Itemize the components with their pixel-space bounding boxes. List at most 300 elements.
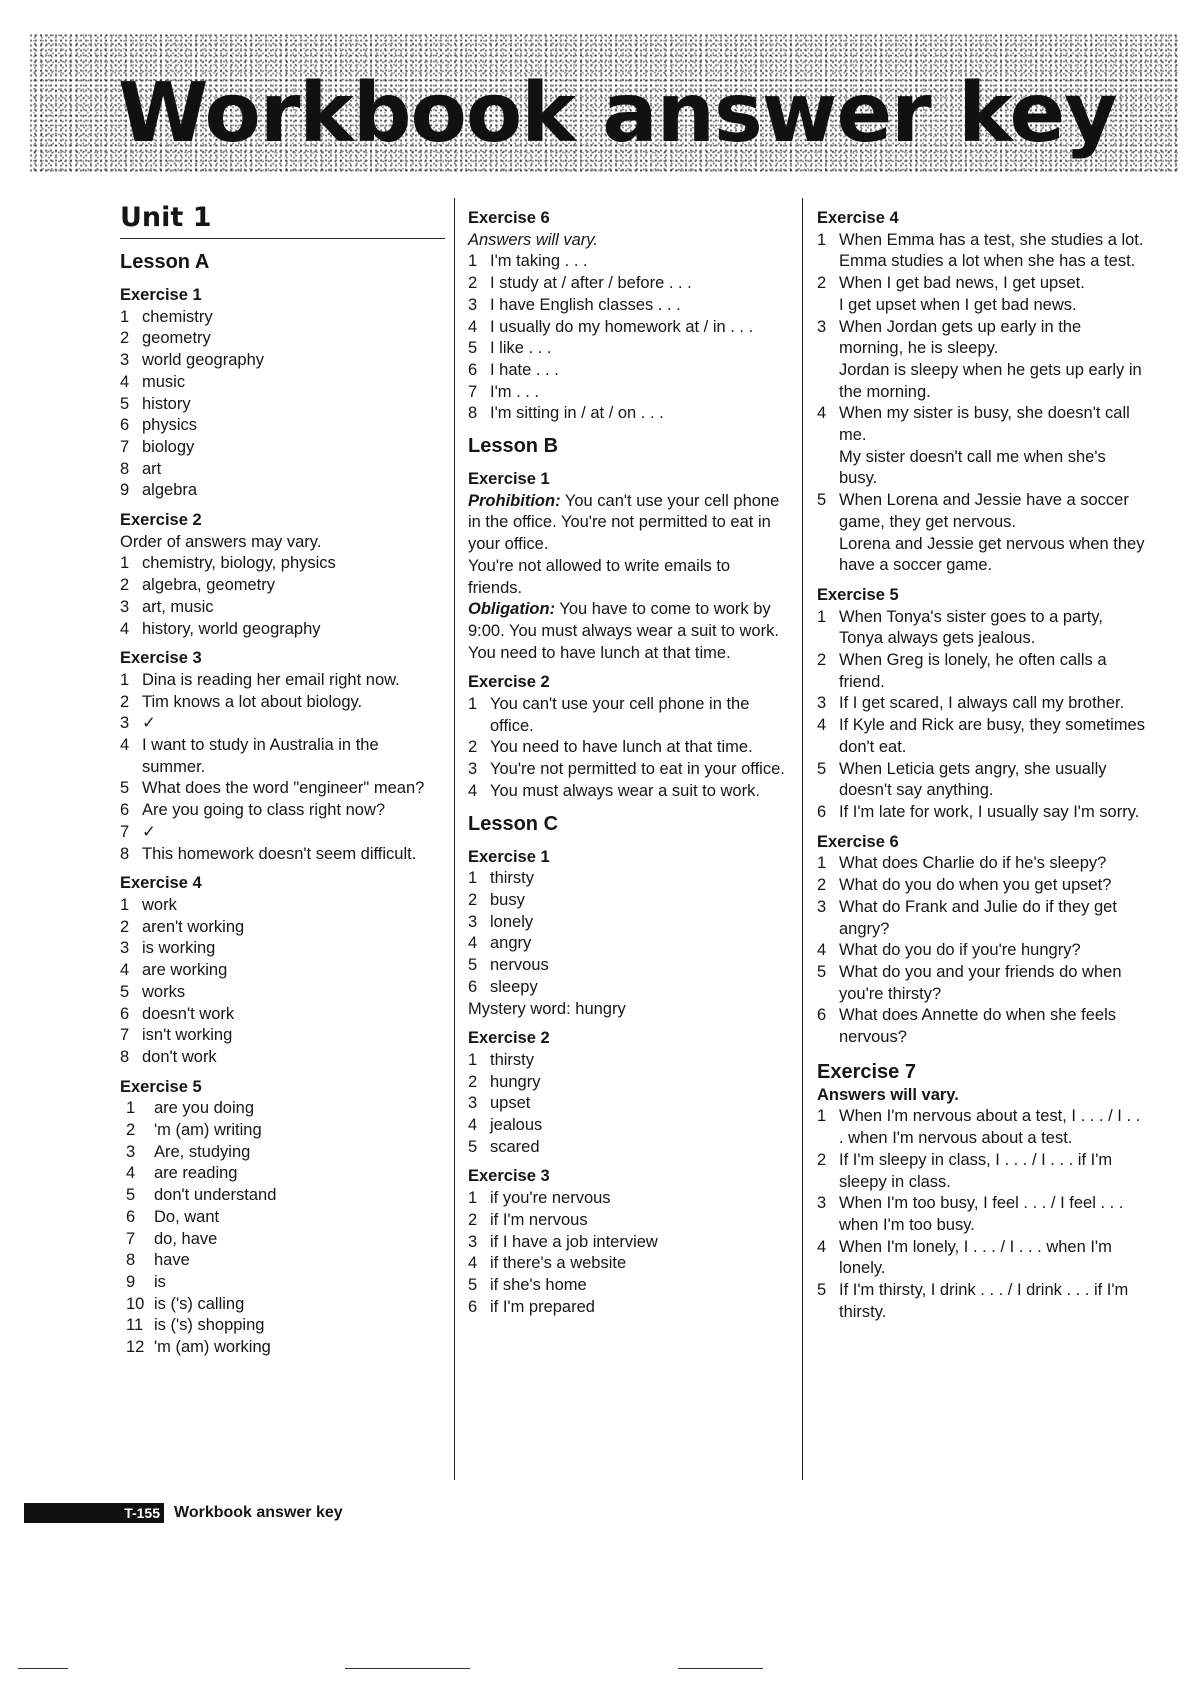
item-number: 2 (120, 692, 130, 711)
answer-item (120, 372, 445, 394)
item-text: Do, want (154, 1207, 220, 1226)
item-number: 6 (120, 801, 130, 820)
item-number: 5 (817, 491, 827, 510)
item-text: nervous (490, 956, 549, 975)
exercise-heading: Exercise 2 (120, 511, 202, 530)
item-text: Dina is reading her email right now. (142, 670, 400, 689)
item-number: 3 (468, 760, 478, 779)
answers-note: Answers will vary. (817, 1085, 959, 1104)
item-text: upset (490, 1094, 531, 1113)
column-content (817, 208, 1147, 1323)
page-footer (24, 1502, 343, 1524)
item-text: If I'm sleepy in class, I . . . / I . . . if I'm sleepy in class. (839, 1150, 1113, 1191)
answer-item (817, 1237, 1147, 1280)
item-number: 2 (120, 576, 130, 595)
item-number: 3 (120, 597, 130, 616)
answer-item (120, 938, 445, 960)
item-text: chemistry (142, 307, 213, 326)
item-text: are reading (154, 1164, 238, 1183)
item-number: 6 (817, 802, 827, 821)
exercise-heading: Exercise 2 (468, 1029, 550, 1048)
answer-item (120, 553, 445, 575)
answer-item (817, 273, 1147, 295)
answer-item (120, 415, 445, 437)
answer-item (120, 619, 445, 641)
item-number: 1 (120, 554, 130, 573)
answer-item (468, 317, 788, 339)
item-number: 3 (468, 1094, 478, 1113)
item-number: 3 (817, 1194, 827, 1213)
answer-item (120, 437, 445, 459)
answer-category-label: Obligation: (468, 600, 556, 619)
answer-item (817, 940, 1147, 962)
answer-item (817, 802, 1147, 824)
answer-item (468, 977, 788, 999)
item-text: lonely (490, 912, 534, 931)
item-text: What do Frank and Julie do if they get angry? (839, 897, 1117, 938)
item-number: 1 (468, 1050, 478, 1069)
answer-item (468, 251, 788, 273)
item-number: 4 (817, 1237, 827, 1256)
answer-item (120, 1025, 445, 1047)
answer-column-1 (120, 200, 445, 1359)
item-text: You need to have lunch at that time. (490, 738, 753, 757)
item-number: 4 (120, 619, 130, 638)
answer-item (468, 1115, 788, 1137)
item-number: 11 (126, 1316, 144, 1335)
answer-item (468, 1253, 788, 1275)
item-number: 5 (120, 394, 130, 413)
item-number: 5 (120, 779, 130, 798)
item-number: 1 (817, 854, 827, 873)
answer-item (468, 1137, 788, 1159)
item-text: If I'm thirsty, I drink . . . / I drink . . . if I'm thirsty. (839, 1281, 1129, 1321)
item-text: You're not permitted to eat in your office. (490, 760, 785, 779)
answer-item (120, 1163, 445, 1185)
item-text: geometry (142, 329, 211, 348)
item-text: isn't working (142, 1026, 233, 1045)
scan-mark (18, 1668, 68, 1669)
answer-column-2 (468, 200, 788, 1318)
answer-paragraph (468, 491, 788, 556)
item-text: is ('s) shopping (154, 1316, 265, 1335)
item-text: hungry (490, 1072, 541, 1091)
item-number: 5 (468, 339, 478, 358)
item-text: What does the word "engineer" mean? (142, 779, 425, 798)
answer-item (817, 715, 1147, 758)
exercise-heading: Exercise 1 (468, 847, 550, 866)
item-number: 4 (468, 781, 478, 800)
item-number: 6 (468, 360, 478, 379)
item-text: If I'm late for work, I usually say I'm sorry. (839, 802, 1140, 821)
item-number: 4 (120, 372, 130, 391)
answer-item (120, 800, 445, 822)
item-text: What does Annette do when she feels nervous? (839, 1006, 1117, 1047)
lesson-heading: Lesson C (468, 812, 559, 835)
answer-item (120, 1229, 445, 1251)
item-indent (817, 251, 839, 273)
footer-bar (24, 1503, 164, 1523)
answer-item (120, 1207, 445, 1229)
answer-item (468, 868, 788, 890)
item-text: I'm taking . . . (490, 252, 588, 271)
answer-item (120, 713, 445, 735)
item-number: 5 (126, 1186, 136, 1205)
answer-item (817, 1005, 1147, 1048)
item-text: What do you do when you get upset? (839, 876, 1112, 895)
answer-item (817, 897, 1147, 940)
item-number: 3 (468, 1232, 478, 1251)
item-text: world geography (142, 351, 264, 370)
item-number: 10 (126, 1294, 145, 1313)
scan-mark (678, 1668, 763, 1669)
item-number: 1 (817, 1107, 827, 1126)
footer-label: Workbook answer key (174, 1504, 343, 1521)
answer-item (468, 338, 788, 360)
item-number: 12 (126, 1338, 145, 1357)
item-number: 1 (120, 895, 130, 914)
item-text: I'm . . . (490, 382, 539, 401)
answer-item (120, 1098, 445, 1120)
item-number: 7 (126, 1229, 136, 1248)
answer-item (468, 737, 788, 759)
answer-item (120, 692, 445, 714)
item-text: history, world geography (142, 619, 321, 638)
answer-item (120, 1120, 445, 1142)
answer-item (817, 1106, 1147, 1149)
item-number: 6 (468, 977, 478, 996)
item-text: doesn't work (142, 1004, 235, 1023)
answer-item (120, 1250, 445, 1272)
item-number: 6 (126, 1207, 136, 1226)
answer-column-3 (817, 200, 1147, 1323)
exercise-heading: Exercise 3 (120, 649, 202, 668)
item-number: 3 (817, 897, 827, 916)
item-number: 2 (468, 738, 478, 757)
item-text: works (142, 982, 186, 1001)
answer-item (817, 1193, 1147, 1236)
exercise-heading: Exercise 4 (817, 209, 899, 227)
answer-item (468, 1275, 788, 1297)
item-text: If Kyle and Rick are busy, they sometimes don't eat. (839, 716, 1145, 756)
item-text: Lorena and Jessie get nervous when they have a soccer game. (839, 534, 1145, 575)
answer-item (468, 1232, 788, 1254)
answer-item (468, 955, 788, 977)
item-text: 'm (am) working (154, 1338, 271, 1357)
item-number: 2 (126, 1121, 136, 1140)
lesson-heading: Lesson A (120, 251, 210, 273)
answer-item (468, 360, 788, 382)
answer-item-alternate (817, 295, 1147, 317)
item-text: What does Charlie do if he's sleepy? (839, 854, 1107, 873)
item-text: Tim knows a lot about biology. (142, 692, 363, 711)
item-text: is (154, 1272, 166, 1291)
answer-item (468, 382, 788, 404)
item-text: When Leticia gets angry, she usually doesn't say anything. (839, 759, 1107, 800)
item-number: 8 (120, 1047, 130, 1066)
unit-title: Unit 1 (120, 202, 212, 233)
item-text: I have English classes . . . (490, 295, 681, 314)
item-number: 4 (120, 961, 130, 980)
column-content (468, 208, 788, 1318)
item-number: 5 (120, 982, 130, 1001)
exercise-heading: Exercise 7 (817, 1060, 916, 1083)
item-text: is ('s) calling (154, 1294, 245, 1313)
answer-item (817, 875, 1147, 897)
answer-item-alternate (817, 534, 1147, 577)
item-text: Are, studying (154, 1142, 251, 1161)
item-text: if there's a website (490, 1254, 627, 1273)
item-text: When Greg is lonely, he often calls a friend. (839, 651, 1107, 691)
answer-paragraph (468, 599, 788, 664)
item-text: do, have (154, 1229, 218, 1248)
column-divider (802, 198, 803, 1480)
item-text: algebra (142, 481, 198, 500)
exercise-heading: Exercise 3 (468, 1167, 550, 1186)
item-text: angry (490, 934, 532, 953)
item-indent (817, 360, 839, 403)
item-text: You can't use your cell phone in the office. (490, 695, 750, 735)
answer-item (120, 1047, 445, 1069)
answers-note: Answers will vary. (468, 230, 598, 249)
item-number: 5 (468, 956, 478, 975)
answer-item (468, 912, 788, 934)
answer-item (120, 1142, 445, 1164)
item-indent (817, 447, 839, 490)
item-number: 4 (817, 716, 827, 735)
answer-item (468, 1050, 788, 1072)
answer-item (817, 490, 1147, 533)
item-text: physics (142, 416, 198, 435)
item-text: When Tonya's sister goes to a party, Tonya always gets jealous. (839, 607, 1103, 648)
item-text: My sister doesn't call me when she's busy. (839, 447, 1106, 488)
item-number: 2 (468, 890, 478, 909)
item-text: is working (142, 939, 216, 958)
answer-item (468, 295, 788, 317)
item-number: 8 (126, 1251, 136, 1270)
exercise-heading: Exercise 5 (120, 1077, 202, 1096)
answer-item (817, 853, 1147, 875)
title-banner (30, 34, 1180, 174)
answer-item (817, 962, 1147, 1005)
item-text: When my sister is busy, she doesn't call me. (839, 404, 1130, 445)
answer-item-alternate (817, 447, 1147, 490)
item-number: 3 (468, 295, 478, 314)
item-number: 9 (120, 481, 130, 500)
item-text: busy (490, 890, 525, 909)
item-text: I study at / after / before . . . (490, 274, 692, 293)
item-number: 7 (120, 1026, 130, 1045)
item-text: I like . . . (490, 339, 552, 358)
item-text: don't work (142, 1047, 217, 1066)
item-text: have (154, 1251, 190, 1270)
answer-item (817, 403, 1147, 446)
item-number: 1 (468, 869, 478, 888)
answer-item (120, 844, 445, 866)
item-text: jealous (490, 1116, 543, 1135)
item-number: 5 (817, 962, 827, 981)
item-number: 3 (817, 317, 827, 336)
item-text: music (142, 372, 186, 391)
item-number: 2 (817, 274, 827, 293)
answer-item (120, 328, 445, 350)
answer-item (120, 735, 445, 778)
item-number: 5 (817, 1281, 827, 1300)
item-number: 3 (468, 912, 478, 931)
item-text: if I'm nervous (490, 1210, 588, 1229)
answer-item (468, 403, 788, 425)
answer-item (120, 778, 445, 800)
item-number: 9 (126, 1272, 136, 1291)
item-text: I hate . . . (490, 360, 559, 379)
item-text: What do you and your friends do when you're thirsty? (839, 962, 1122, 1003)
answer-item (468, 1093, 788, 1115)
item-text: When Emma has a test, she studies a lot. (839, 230, 1144, 249)
exercise-heading: Exercise 6 (817, 832, 899, 851)
item-number: 2 (120, 329, 130, 348)
item-number: 6 (817, 1006, 827, 1025)
column-content (120, 249, 445, 1359)
answer-item (468, 1297, 788, 1319)
answer-item (817, 759, 1147, 802)
item-text: When I'm nervous about a test, I . . . / I . . . when I'm nervous about a test. (839, 1107, 1141, 1148)
item-number: 3 (817, 694, 827, 713)
item-number: 6 (120, 1004, 130, 1023)
item-number: 1 (120, 307, 130, 326)
answer-item (468, 1188, 788, 1210)
item-number: 3 (120, 939, 130, 958)
item-number: 1 (817, 607, 827, 626)
item-number: 6 (468, 1297, 478, 1316)
item-text: are you doing (154, 1099, 254, 1118)
answer-item (120, 597, 445, 619)
answer-item (120, 895, 445, 917)
item-text: if I'm prepared (490, 1297, 595, 1316)
item-number: 8 (120, 844, 130, 863)
exercise-heading: Exercise 1 (120, 286, 202, 304)
answer-text: Mystery word: hungry (468, 999, 626, 1018)
item-number: 1 (468, 695, 478, 714)
item-text: chemistry, biology, physics (142, 554, 336, 573)
item-number: 2 (817, 876, 827, 895)
answer-item (120, 960, 445, 982)
item-number: 2 (468, 274, 478, 293)
item-number: 4 (126, 1164, 136, 1183)
lesson-heading: Lesson B (468, 435, 559, 458)
item-text: I get upset when I get bad news. (839, 295, 1077, 314)
item-text: thirsty (490, 1050, 535, 1069)
page-title: Workbook answer key (118, 66, 1117, 161)
item-text: When Jordan gets up early in the morning, he is sleepy. (839, 317, 1082, 358)
item-text: 'm (am) writing (154, 1121, 262, 1140)
answer-item (120, 917, 445, 939)
item-text: When I'm too busy, I feel . . . / I feel . . . when I'm too busy. (839, 1194, 1124, 1234)
answer-item (120, 459, 445, 481)
answer-item (120, 1185, 445, 1207)
exercise-heading: Exercise 4 (120, 874, 202, 893)
answer-item (120, 1272, 445, 1294)
item-number: 2 (817, 651, 827, 670)
answer-item (817, 607, 1147, 650)
item-number: 1 (468, 1189, 478, 1208)
answer-item (817, 650, 1147, 693)
answer-item (120, 394, 445, 416)
answer-item (468, 1210, 788, 1232)
answer-item (817, 230, 1147, 252)
item-number: 8 (120, 459, 130, 478)
answer-item (120, 822, 445, 844)
item-number: 1 (817, 230, 827, 249)
item-number: 7 (468, 382, 478, 401)
answer-item (817, 1150, 1147, 1193)
exercise-heading: Exercise 6 (468, 209, 550, 227)
item-number: 3 (126, 1142, 136, 1161)
item-text: Jordan is sleepy when he gets up early in the morning. (839, 360, 1142, 401)
item-text: I'm sitting in / at / on . . . (490, 404, 664, 423)
item-indent (817, 295, 839, 317)
item-number: 2 (468, 1072, 478, 1091)
item-text: thirsty (490, 869, 535, 888)
item-text: if I have a job interview (490, 1232, 658, 1251)
item-text: I want to study in Australia in the summer. (142, 736, 379, 776)
item-number: 5 (468, 1137, 478, 1156)
item-number: 4 (817, 404, 827, 423)
item-number: 7 (120, 822, 130, 841)
item-text: scared (490, 1137, 540, 1156)
item-text: sleepy (490, 977, 538, 996)
answer-item (468, 1072, 788, 1094)
answer-text: Order of answers may vary. (120, 532, 322, 551)
answer-item-alternate (817, 251, 1147, 273)
answer-item (120, 670, 445, 692)
item-number: 8 (468, 404, 478, 423)
item-number: 7 (120, 437, 130, 456)
column-divider (454, 198, 455, 1480)
item-text: aren't working (142, 917, 245, 936)
page-number: T-155 (124, 1505, 160, 1521)
item-text: work (142, 895, 177, 914)
item-text: If I get scared, I always call my brother. (839, 694, 1125, 713)
item-text: Are you going to class right now? (142, 801, 386, 820)
item-text: history (142, 394, 191, 413)
item-number: 4 (468, 934, 478, 953)
answer-item (468, 933, 788, 955)
answer-item (468, 694, 788, 737)
item-text: What do you do if you're hungry? (839, 941, 1081, 960)
answer-item (120, 1337, 445, 1359)
item-number: 4 (468, 1116, 478, 1135)
item-text: When I'm lonely, I . . . / I . . . when I'm lonely. (839, 1237, 1112, 1278)
item-text: When I get bad news, I get upset. (839, 274, 1085, 293)
item-text: You must always wear a suit to work. (490, 781, 760, 800)
unit-divider (120, 238, 445, 239)
item-text: are working (142, 961, 228, 980)
answer-item (120, 1294, 445, 1316)
answer-item (120, 982, 445, 1004)
item-number: 4 (468, 1254, 478, 1273)
answer-item (817, 693, 1147, 715)
item-text: biology (142, 437, 195, 456)
answer-text: You can't use your cell phone in the office. You're not permitted to eat in your office. (468, 491, 780, 554)
answer-item (120, 350, 445, 372)
answer-item (468, 890, 788, 912)
item-indent (817, 534, 839, 577)
item-text: This homework doesn't seem difficult. (142, 844, 417, 863)
exercise-heading: Exercise 1 (468, 470, 550, 489)
item-text: art, music (142, 597, 214, 616)
answer-category-label: Prohibition: (468, 491, 561, 510)
answer-item (468, 759, 788, 781)
